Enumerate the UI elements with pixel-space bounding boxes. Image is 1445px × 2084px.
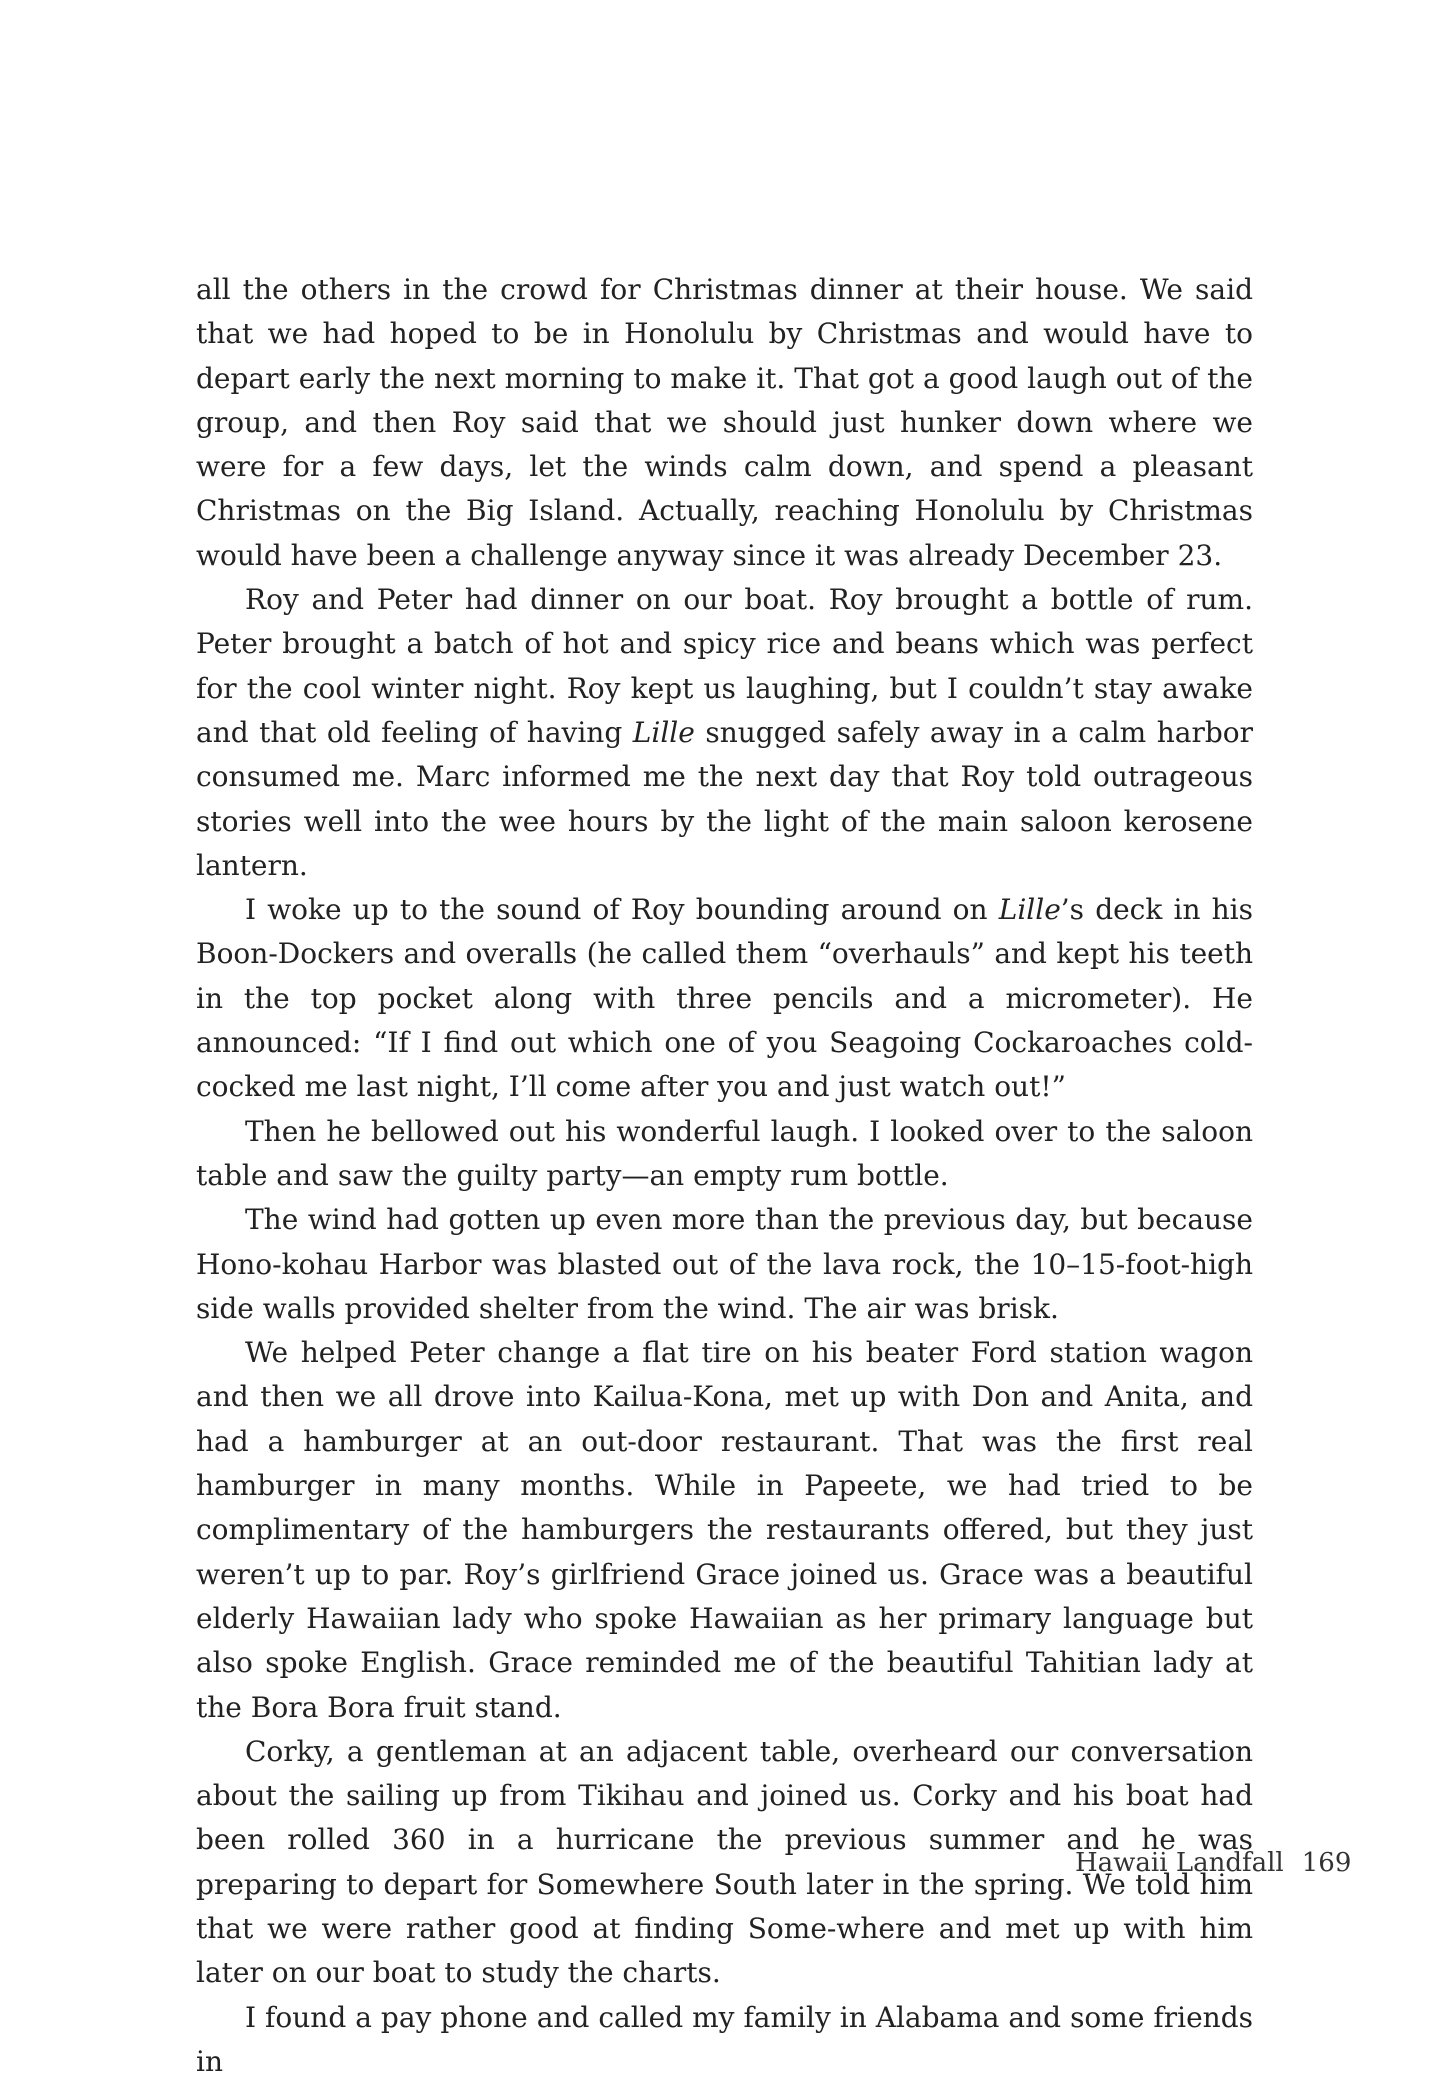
paragraph <box>196 888 1253 1109</box>
paragraph-text: ’s deck in his Boon-Dockers and overalls (he called them “overhauls” and kept his teeth in the top pocket along with three pencils and a micrometer). He announced: “If I find out which one of you Seagoing Cockaroaches cold-cocked me last night, I’ll come after you and just watch out!” <box>196 893 1253 1104</box>
section-title: Hawaii Landfall <box>1075 1848 1284 1878</box>
paragraph <box>196 1198 1253 1331</box>
paragraph <box>196 1110 1253 1199</box>
paragraph-text: snugged safely away in a calm harbor consumed me. Marc informed me the next day that Roy told outrageous stories well into the wee hours by the light of the main saloon kerosene lantern. <box>196 715 1253 882</box>
running-footer <box>1075 1848 1352 1878</box>
paragraph-text: We helped Peter change a flat tire on his beater Ford station wagon and then we all drove into Kailua-Kona, met up with Don and Anita, and had a hamburger at an out-door restaurant. That was the first real hamburger in many months. While in Papeete, we had tried to be complimentary of the hamburgers the restaurants offered, but they just weren’t up to par. Roy’s girlfriend Grace joined us. Grace was a beautiful elderly Hawaiian lady who spoke Hawaiian as her primary language but also spoke English. Grace reminded me of the beautiful Tahitian lady at the Bora Bora fruit stand. <box>196 1336 1253 1724</box>
body-text <box>196 268 1253 2084</box>
paragraph-text: all the others in the crowd for Christmas dinner at their house. We said that we had hoped to be in Honolulu by Christmas and would have to depart early the next morning to make it. That got a good laugh out of the group, and then Roy said that we should just hunker down where we were for a few days, let the winds calm down, and spend a pleasant Christmas on the Big Island. Actually, reaching Honolulu by Christmas would have been a challenge anyway since it was already December 23. <box>196 273 1253 572</box>
page-number: 169 <box>1301 1848 1352 1878</box>
paragraph <box>196 578 1253 888</box>
paragraph-text: Then he bellowed out his wonderful laugh. I looked over to the saloon table and saw the guilty party—an empty rum bottle. <box>196 1114 1253 1192</box>
paragraph-text: I found a pay phone and called my family in Alabama and some friends in <box>196 2000 1253 2078</box>
boat-name: Lille <box>998 893 1061 927</box>
paragraph-text: Roy and Peter had dinner on our boat. Roy brought a bottle of rum. Peter brought a batch of hot and spicy rice and beans which was perfect for the cool winter night. Roy kept us laughing, but I couldn’t stay awake and that old feeling of having <box>196 583 1253 749</box>
boat-name: Lille <box>632 715 695 749</box>
paragraph <box>196 268 1253 578</box>
paragraph-text: I woke up to the sound of Roy bounding around on <box>245 893 999 927</box>
paragraph-text: Corky, a gentleman at an adjacent table, overheard our conversation about the sailing up from Tikihau and joined us. Corky and his boat had been rolled 360 in a hurricane the previous summer and he was preparing to depart for Somewhere South later in the spring. We told him that we were rather good at finding Some-where and met up with him later on our boat to study the charts. <box>196 1734 1253 1990</box>
paragraph-text: The wind had gotten up even more than the previous day, but because Hono-kohau Harbor was blasted out of the lava rock, the 10–15-foot-high side walls provided shelter from the wind. The air was brisk. <box>196 1203 1253 1325</box>
paragraph <box>196 1996 1253 2084</box>
paragraph <box>196 1331 1253 1730</box>
